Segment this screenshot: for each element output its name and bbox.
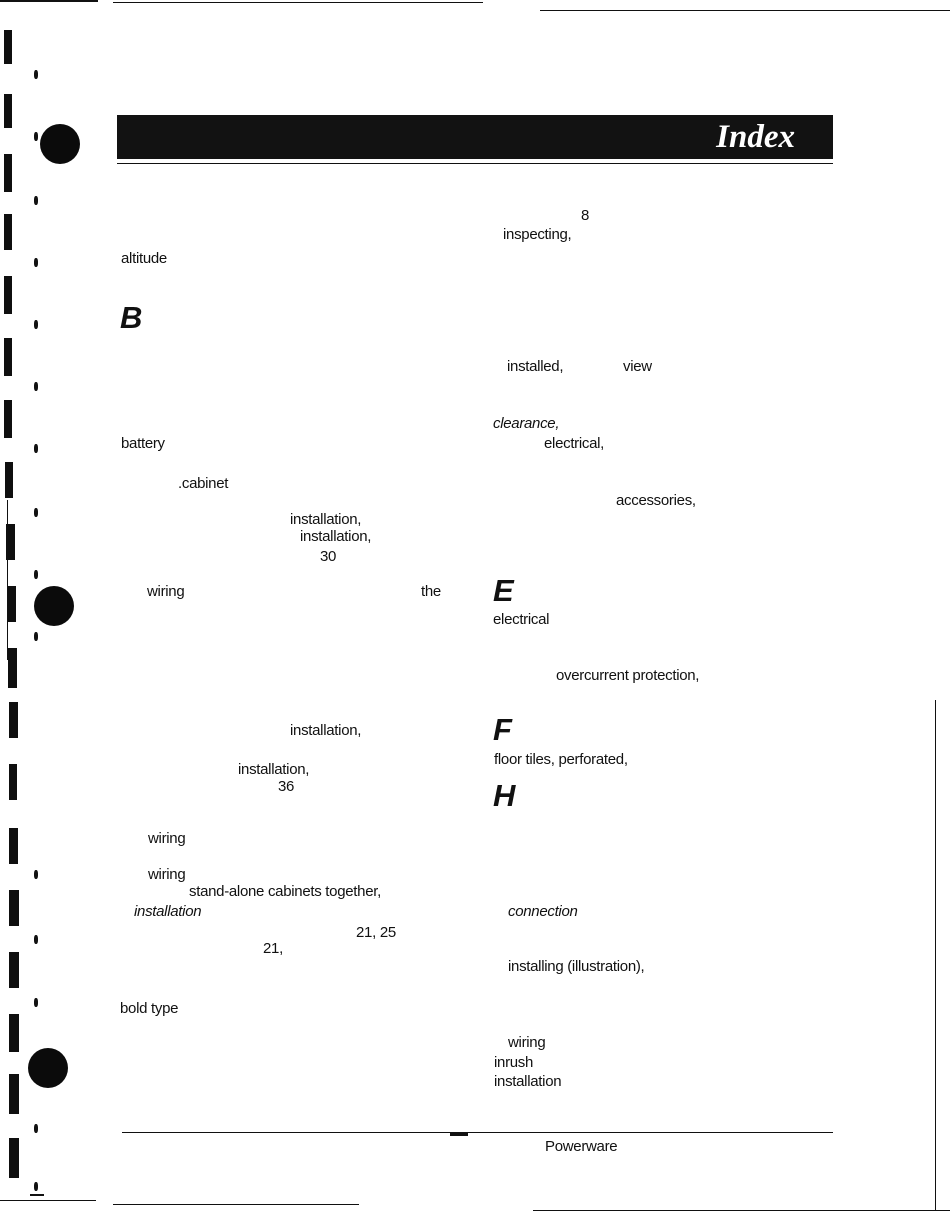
top-rule-right: [540, 10, 950, 11]
index-term: inrush: [494, 1054, 534, 1071]
page-number: 8: [581, 207, 590, 224]
index-term: installation,: [300, 528, 372, 545]
index-term: installation: [134, 903, 202, 920]
bottom-rule-middle: [113, 1204, 359, 1205]
binding-bar: [4, 400, 12, 438]
binding-bar: [9, 952, 19, 988]
bottom-rule-right: [533, 1210, 950, 1211]
index-term: the: [421, 583, 441, 600]
index-term: wiring: [148, 866, 186, 883]
binding-bar: [9, 702, 18, 738]
binding-dot: [34, 70, 38, 79]
binding-bar: [9, 890, 19, 926]
binding-dot: [34, 632, 38, 641]
index-term: electrical,: [544, 435, 605, 452]
index-term: wiring: [508, 1034, 546, 1051]
binding-bar: [4, 276, 12, 314]
index-term: wiring: [148, 830, 186, 847]
binding-dot: [34, 444, 38, 453]
binding-bar: [9, 828, 18, 864]
index-term: altitude: [121, 250, 167, 267]
section-letter-h: H: [493, 778, 516, 813]
binding-dot: [34, 508, 38, 517]
binding-mark: [30, 1194, 44, 1196]
index-term: bold type: [120, 1000, 179, 1017]
binding-bar: [9, 1014, 19, 1052]
page-number: 36: [278, 778, 295, 795]
index-term: wiring: [147, 583, 185, 600]
binding-edge-line: [7, 500, 8, 660]
page-number: 21, 25: [356, 924, 396, 941]
footer-tick: [450, 1133, 468, 1136]
page-title: Index: [716, 119, 795, 155]
index-term: installation,: [238, 761, 310, 778]
index-term: battery: [121, 435, 165, 452]
punch-hole: [34, 586, 74, 626]
index-term: view: [623, 358, 652, 375]
page-number: 30: [320, 548, 337, 565]
header-underline: [117, 163, 833, 164]
binding-dot: [34, 320, 38, 329]
binding-bar: [4, 214, 12, 250]
index-term: clearance,: [493, 415, 560, 432]
binding-bar: [8, 648, 17, 688]
binding-dot: [34, 258, 38, 267]
binding-bar: [4, 30, 12, 64]
index-term: installation,: [290, 511, 362, 528]
index-term: installed,: [507, 358, 564, 375]
bottom-rule-left: [0, 1200, 96, 1201]
binding-bar: [5, 462, 13, 498]
punch-hole: [28, 1048, 68, 1088]
section-letter-b: B: [120, 300, 143, 335]
section-letter-f: F: [493, 712, 512, 747]
index-term: stand-alone cabinets together,: [189, 883, 381, 900]
index-term: overcurrent protection,: [556, 667, 700, 684]
index-term: floor tiles, perforated,: [494, 751, 628, 768]
punch-hole: [40, 124, 80, 164]
binding-dot: [34, 132, 38, 141]
binding-bar: [9, 1074, 19, 1114]
section-letter-e: E: [493, 573, 514, 608]
binding-dot: [34, 196, 38, 205]
index-term: connection: [508, 903, 578, 920]
binding-dot: [34, 998, 38, 1007]
top-rule-left: [0, 0, 98, 2]
index-term: installation: [494, 1073, 562, 1090]
index-term: .cabinet: [178, 475, 229, 492]
binding-dot: [34, 870, 38, 879]
index-term: accessories,: [616, 492, 696, 509]
binding-bar: [9, 764, 17, 800]
binding-dot: [34, 1124, 38, 1133]
binding-bar: [4, 154, 12, 192]
top-rule-middle: [113, 2, 483, 3]
binding-bar: [4, 94, 12, 128]
binding-bar: [9, 1138, 19, 1178]
index-term: installing (illustration),: [508, 958, 645, 975]
binding-dot: [34, 382, 38, 391]
footer-rule: [122, 1132, 833, 1133]
right-margin-line: [935, 700, 936, 1210]
footer-brand: Powerware: [545, 1138, 618, 1155]
index-term: installation,: [290, 722, 362, 739]
index-term: electrical: [493, 611, 550, 628]
index-term: inspecting,: [503, 226, 572, 243]
binding-bar: [7, 586, 16, 622]
binding-dot: [34, 1182, 38, 1191]
binding-dot: [34, 935, 38, 944]
binding-bar: [4, 338, 12, 376]
binding-dot: [34, 570, 38, 579]
header-banner: [117, 115, 833, 159]
page-number: 21,: [263, 940, 283, 957]
